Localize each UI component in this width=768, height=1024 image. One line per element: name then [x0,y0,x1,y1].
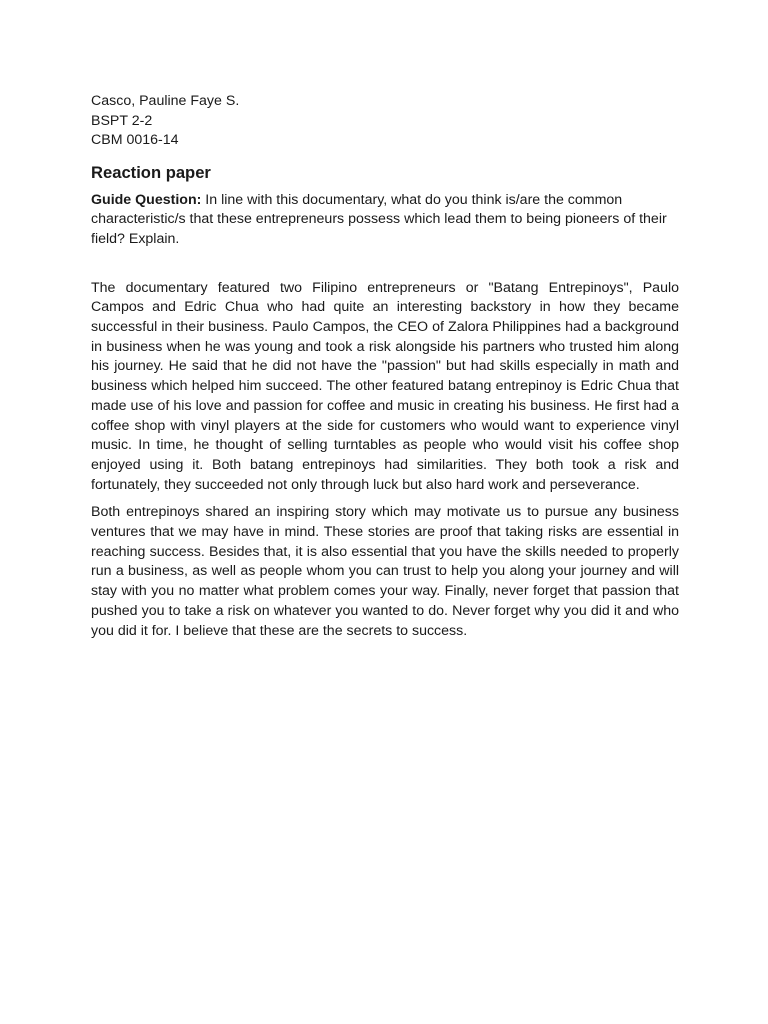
section-code: BSPT 2-2 [91,112,153,129]
guide-question [91,191,679,250]
document-title: Reaction paper [91,162,211,182]
body-paragraph-2: Both entrepinoys shared an inspiring story which may motivate us to pursue any business ventures that we may have in mind. These stories are proof that taking risks are essential in reaching success. Besides that, it is also essential that you have the skills needed to properly run a business, as well as people whom you can trust to help you along your journey and will stay with you no matter what problem comes your way. Finally, never forget that passion that pushed you to take a risk on whatever you wanted to do. Never forget why you did it and who you did it for. I believe that these are the secrets to success. [91,504,679,639]
guide-question-label: Guide Question: [91,191,202,208]
body-paragraph-1: The documentary featured two Filipino entrepreneurs or "Batang Entrepinoys", Paulo Campos and Edric Chua who had quite an interesting backstory in how they became successful in their business. Paulo Campos, the CEO of Zalora Philippines had a background in business when he was young and took a risk alongside his partners who trusted him along his journey. He said that he did not have the "passion" but had skills especially in math and business which helped him succeed. The other featured batang entrepinoy is Edric Chua that made use of his love and passion for coffee and music in creating his business. He first had a coffee shop with vinyl players at the side for customers who would want to experience vinyl music. In time, he thought of selling turntables as people who would visit his coffee shop enjoyed using it. Both batang entrepinoys had similarities. They both took a risk and fortunately, they succeeded not only through luck but also hard work and perseverance. [91,279,679,493]
author-name: Casco, Pauline Faye S. [91,93,240,109]
document-page [91,92,679,641]
course-code: CBM 0016-14 [91,132,179,148]
guide-question-text: In line with this documentary, what do you think is/are the common characteristic/s that these entrepreneurs possess which lead them to being pioneers of their field? Explain. [91,191,667,247]
